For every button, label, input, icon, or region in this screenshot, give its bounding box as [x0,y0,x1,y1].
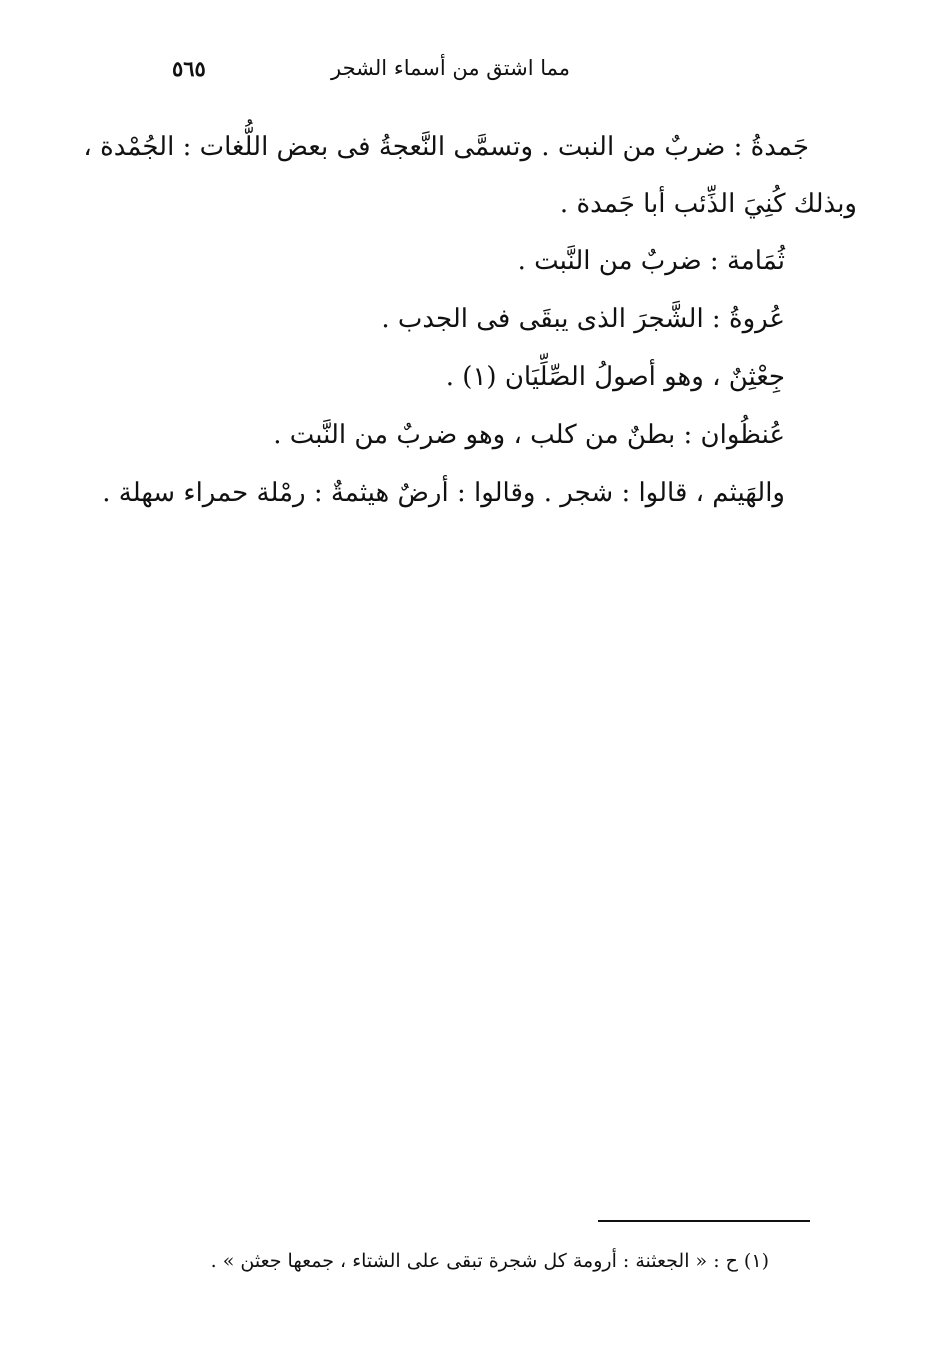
footnote: (١) ح : « الجعثنة : أرومة كل شجرة تبقى على الشتاء ، جمعها جعثن » . [210,1250,769,1272]
text-line: جَمدةُ : ضربٌ من النبت . وتسمَّى النَّعجةُ فى بعض اللُّغات : الجُمْدة ، [83,132,809,162]
body-text [83,118,857,522]
page-header [170,56,770,96]
text-line: جِعْثِنٌ ، وهو أصولُ الصِّلِّيَان (١) . [445,362,785,392]
footnote-divider [598,1220,810,1222]
text-line: عُروةُ : الشَّجرَ الذى يبقَى فى الجدب . [381,304,785,334]
text-line: والهَيثم ، قالوا : شجر . وقالوا : أرضٌ هيثمةٌ : رمْلة حمراء سهلة . [102,478,785,508]
text-line: عُنظُوان : بطنٌ من كلب ، وهو ضربٌ من النَّبت . [273,420,785,450]
running-title: مما اشتق من أسماء الشجر [331,56,570,80]
page-number: ٥٦٥ [172,56,206,81]
text-line: وبذلك كُنِيَ الذِّئب أبا جَمدة . [559,189,857,219]
text-line: ثُمَامة : ضربٌ من النَّبت . [517,246,785,276]
